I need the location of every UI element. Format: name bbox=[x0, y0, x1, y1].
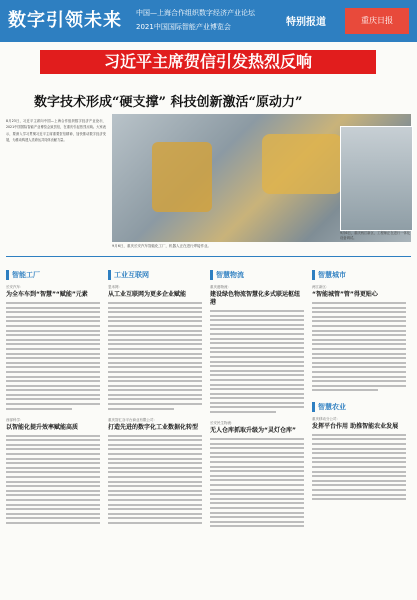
article-source: 长安民生物流： bbox=[210, 421, 235, 426]
inset-photo-caption: 9月6日，重庆两江新区，工程师正在进行一体化设备调试。 bbox=[340, 231, 411, 240]
masthead-subtitle-2: 2021中国国际智能产业博览会 bbox=[136, 23, 231, 31]
article-title: 建设绿色物流智慧化多式联运枢纽港 bbox=[210, 291, 301, 306]
section-label: 智慧农业 bbox=[312, 402, 346, 412]
article-source: 西部科学： bbox=[6, 417, 24, 422]
article-body bbox=[108, 435, 202, 524]
inset-photo bbox=[340, 126, 413, 231]
column-smart-factory bbox=[6, 262, 100, 598]
newspaper-logo: 重庆日报 bbox=[345, 8, 409, 34]
main-headline: 数字技术形成“硬支撑” 科技创新激活“原动力” bbox=[34, 95, 303, 110]
column-smart-city bbox=[312, 262, 406, 598]
article-source: 重庆港物流： bbox=[210, 285, 231, 289]
red-banner: 习近平主席贺信引发热烈反响 bbox=[40, 50, 376, 74]
article-title: 发挥平台作用 助推智能农业发展 bbox=[312, 422, 399, 430]
article-body bbox=[210, 438, 304, 527]
article-source: 重庆移动分公司： bbox=[312, 416, 340, 421]
article-source: 忽米网： bbox=[108, 285, 122, 289]
main-photo-caption: 9月6日，重庆长安汽车智能化工厂，机器人正在进行焊接作业。 bbox=[112, 244, 211, 248]
article-body bbox=[312, 302, 406, 391]
article-body bbox=[108, 302, 202, 410]
robot-arm-graphic bbox=[262, 134, 342, 194]
article-title: 打造先进的数字化工业数据化转型 bbox=[108, 423, 199, 431]
special-report-tag: 特别报道 bbox=[286, 17, 326, 28]
article-title: 以智能化提升效率赋能高质 bbox=[6, 423, 79, 431]
section-label: 智慧城市 bbox=[312, 270, 346, 280]
article-body bbox=[6, 435, 100, 524]
robot-arm-graphic bbox=[152, 142, 212, 212]
article-body bbox=[210, 310, 304, 413]
article-source: 两江新区： bbox=[312, 285, 330, 289]
masthead-title: 数字引领未来 bbox=[8, 10, 122, 31]
article-title: 从工业互联网为更多企业赋能 bbox=[108, 291, 187, 298]
article-source: 重庆智汇谷平台商业有限公司： bbox=[108, 417, 157, 422]
lead-paragraph: 8月23日，习近平主席向中国—上海合作组织数字经济产业论坛、2021中国国际智能产业博览会致贺信，在重庆引起热烈反响。大家表示，要深入学习贯彻习近平主席重要贺信精神，加快推动数字经济发展，为推动构建人类命运共同体贡献力量。 bbox=[6, 119, 106, 143]
section-label: 智慧物流 bbox=[210, 270, 244, 280]
masthead-subtitle-1: 中国—上海合作组织数字经济产业论坛 bbox=[136, 9, 255, 17]
article-title: “智能城管”管”得更贴心 bbox=[312, 291, 378, 298]
article-title: 为全车车到“智慧”“赋能”元素 bbox=[6, 291, 88, 298]
section-label: 智能工厂 bbox=[6, 270, 40, 280]
column-industrial-internet bbox=[108, 262, 202, 598]
article-source: 长安汽车： bbox=[6, 285, 24, 289]
article-body bbox=[312, 434, 406, 500]
article-title: 无人仓库抓取升级为“灵灯仓库” bbox=[210, 427, 296, 435]
section-divider bbox=[6, 256, 411, 257]
article-body bbox=[6, 302, 100, 410]
column-smart-logistics bbox=[210, 262, 304, 598]
section-label: 工业互联网 bbox=[108, 270, 149, 280]
masthead bbox=[0, 0, 417, 42]
